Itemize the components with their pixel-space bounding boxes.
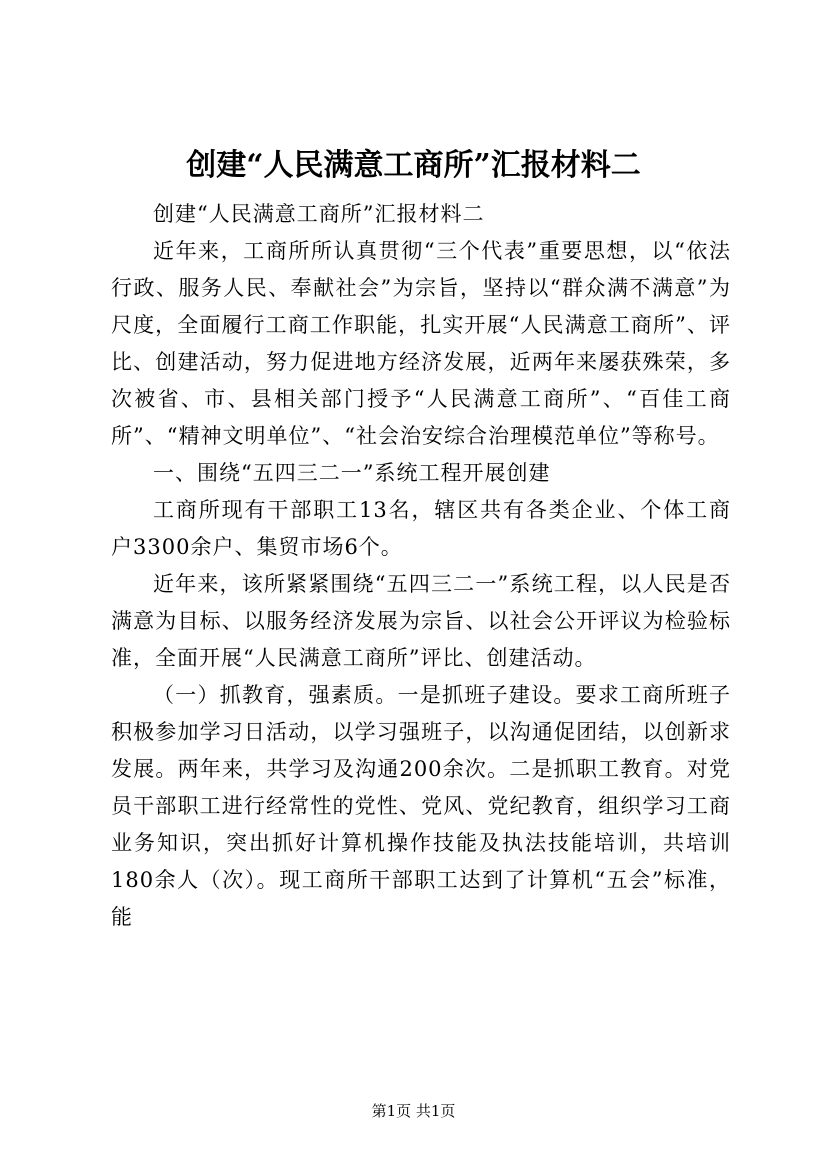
intro-paragraph: 近年来，工商所所认真贯彻“三个代表”重要思想，以“依法行政、服务人民、奉献社会”为宗旨，坚持以“群众满不满意”为尺度，全面履行工商工作职能，扎实开展“人民满意工商所”、评比、创建活动，努力促进地方经济发展，近两年来屡获殊荣，多次被省、市、县相关部门授予“人民满意工商所”、“百佳工商所”、“精神文明单位”、“社会治安综合治理模范单位”等称号。: [111, 239, 731, 448]
document-body: [111, 196, 731, 936]
section-heading: 一、围绕“五四三二一”系统工程开展创建: [153, 461, 551, 485]
subtitle-paragraph: 创建“人民满意工商所”汇报材料二: [153, 202, 485, 226]
education-paragraph: （一）抓教育，强素质。一是抓班子建设。要求工商所班子积极参加学习日活动，以学习强班子，以沟通促团结，以创新求发展。两年来，共学习及沟通200余次。二是抓职工教育。对党员干部职工进行经常性的党性、党风、党纪教育，组织学习工商业务知识，突出抓好计算机操作技能及执法技能培训，共培训180余人（次）。现工商所干部职工达到了计算机“五会”标准，能: [111, 683, 731, 929]
system-paragraph: 近年来，该所紧紧围绕“五四三二一”系统工程，以人民是否满意为目标、以服务经济发展为宗旨、以社会公开评议为检验标准，全面开展“人民满意工商所”评比、创建活动。: [111, 572, 731, 670]
page-footer: 第1页 共1页: [371, 1102, 456, 1120]
document-title: 创建“人民满意工商所”汇报材料二: [186, 148, 641, 183]
staff-paragraph: 工商所现有干部职工13名，辖区共有各类企业、个体工商户3300余户、集贸市场6个。: [111, 498, 731, 559]
